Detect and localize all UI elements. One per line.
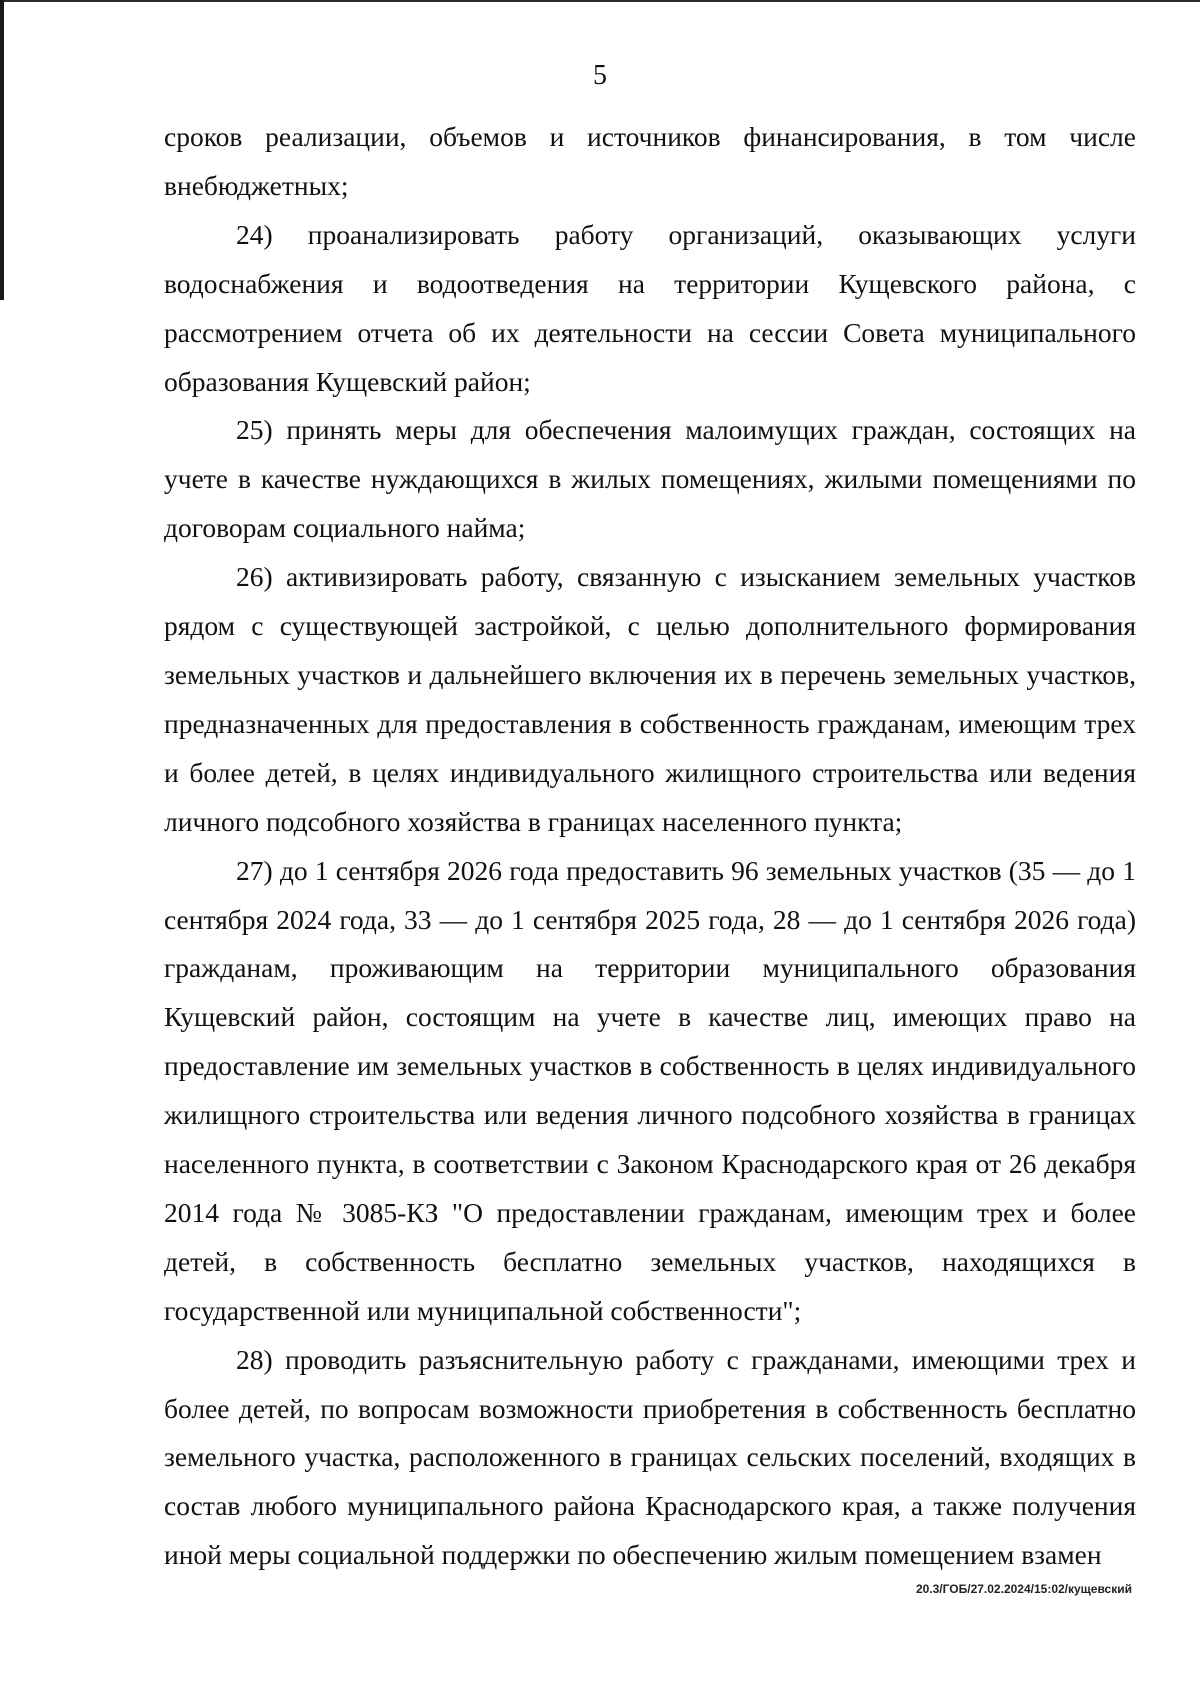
paragraph-item-27: 27) до 1 сентября 2026 года предоставить 96 земельных участков (35 — до 1 сентября 2024 года, 33 — до 1 сентября 2025 года, 28 — до 1 сентября 2026 года) гражданам, проживающим на территории муниципального образования Кущевский район, состоящим на учете в качестве лиц, имеющих право на предоставление им земельных участков в собственность в целях индивидуального жилищного строительства или ведения личного подсобного хозяйства в границах населенного пункта, в соответствии с Законом Краснодарского края от 26 декабря 2014 года № 3085-КЗ "О предоставлении гражданам, имеющим трех и более детей, в собственность бесплатно земельных участков, находящихся в государственной или муниципальной собственности"; [164, 854, 1136, 1326]
scan-left-edge [0, 0, 4, 300]
paragraph-item-25: 25) принять меры для обеспечения малоимущих граждан, состоящих на учете в качестве нуждающихся в жилых помещениях, жилыми помещениями по договорам социального найма; [164, 414, 1136, 544]
registration-stamp: 20.3/ГОБ/27.02.2024/15:02/кущевский [915, 1582, 1132, 1596]
scan-top-edge [0, 0, 1200, 2]
paragraph-item-24: 24) проанализировать работу организаций, оказывающих услуги водоснабжения и водоотведения на территории Кущевского района, с рассмотрением отчета об их деятельности на сессии Совета муниципального образования Кущевский район; [164, 218, 1136, 397]
paragraph-item-26: 26) активизировать работу, связанную с изысканием земельных участков рядом с существующей застройкой, с целью дополнительного формирования земельных участков и дальнейшего включения их в перечень земельных участков, предназначенных для предоставления в собственность гражданам, имеющим трех и более детей, в целях индивидуального жилищного строительства или ведения личного подсобного хозяйства в границах населенного пункта; [164, 561, 1136, 837]
document-body [164, 113, 1136, 1580]
page-number: 5 [593, 60, 607, 91]
paragraph-item-28: 28) проводить разъяснительную работу с гражданами, имеющими трех и более детей, по вопросам возможности приобретения в собственность бесплатно земельного участка, расположенного в границах сельских поселений, входящих в состав любого муниципального района Краснодарского края, а также получения иной меры социальной поддержки по обеспечению жилым помещением взамен [164, 1343, 1136, 1571]
paragraph-continuation: сроков реализации, объемов и источников финансирования, в том числе внебюджетных; [164, 121, 1136, 201]
